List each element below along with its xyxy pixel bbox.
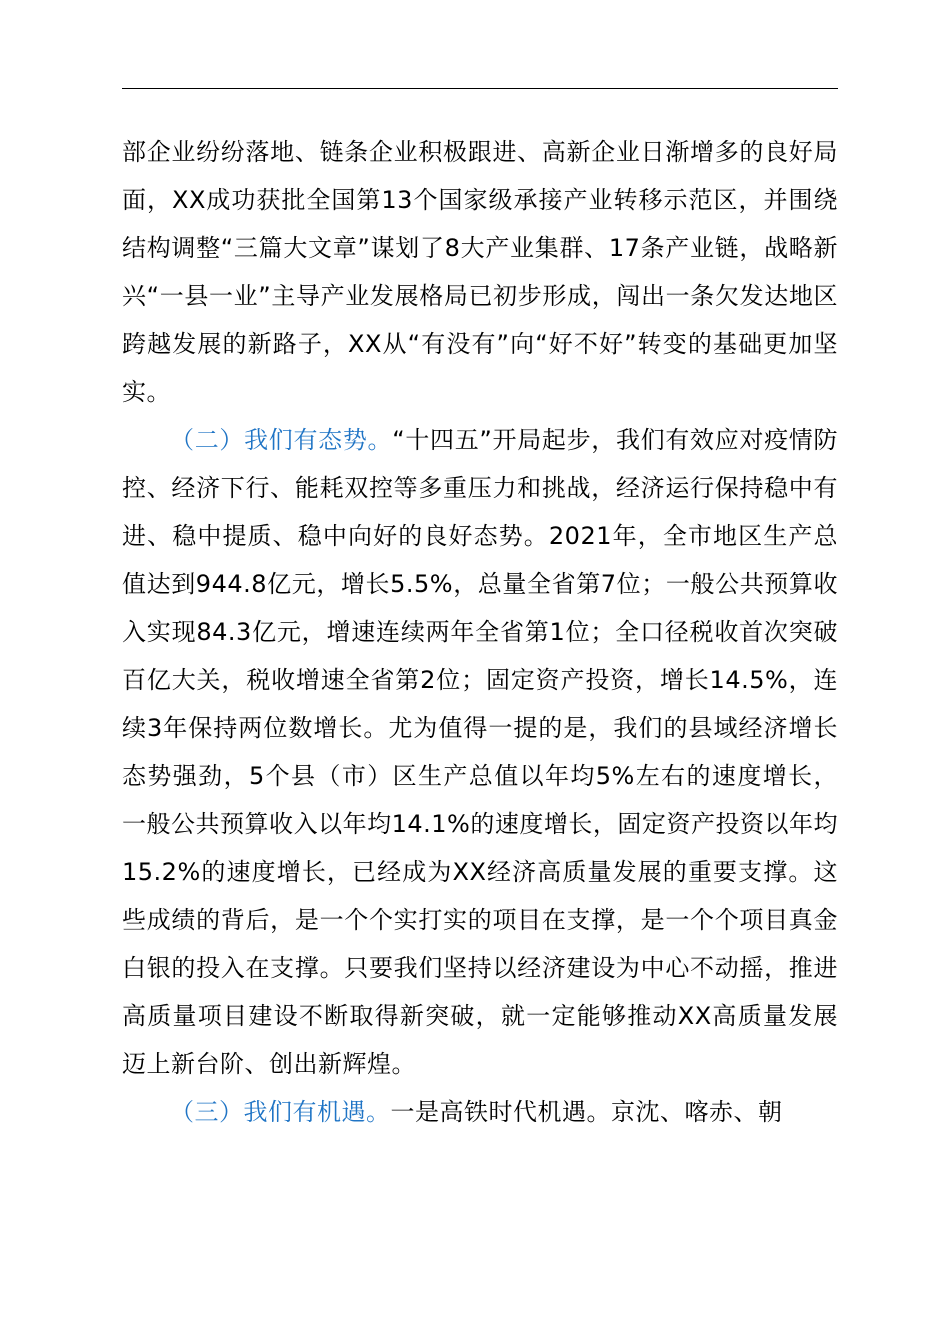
paragraph-text: 部企业纷纷落地、链条企业积极跟进、高新企业日渐增多的良好局面，XX成功获批全国第13个国家级承接产业转移示范区，并围绕结构调整“三篇大文章”谋划了8大产业集群、17条产业链，战略新兴“一县一业”主导产业发展格局已初步形成，闯出一条欠发达地区跨越发展的新路子，XX从“有没有”向“好不好”转变的基础更加坚实。 <box>122 138 838 406</box>
paragraph-text: “十四五”开局起步，我们有效应对疫情防控、经济下行、能耗双控等多重压力和挑战，经济运行保持稳中有进、稳中提质、稳中向好的良好态势。2021年，全市地区生产总值达到944.8亿元，增长5.5%，总量全省第7位；一般公共预算收入实现84.3亿元，增速连续两年全省第1位；全口径税收首次突破百亿大关，税收增速全省第2位；固定资产投资，增长14.5%，连续3年保持两位数增长。尤为值得一提的是，我们的县域经济增长态势强劲，5个县（市）区生产总值以年均5%左右的速度增长，一般公共预算收入以年均14.1%的速度增长，固定资产投资以年均15.2%的速度增长，已经成为XX经济高质量发展的重要支撑。这些成绩的背后，是一个个实打实的项目在支撑，是一个个项目真金白银的投入在支撑。只要我们坚持以经济建设为中心不动摇，推进高质量项目建设不断取得新突破，就一定能够推动XX高质量发展迈上新台阶、创出新辉煌。 <box>122 426 839 1078</box>
header-rule <box>122 88 838 89</box>
document-body <box>122 128 838 1136</box>
section-heading: （二）我们有态势。 <box>170 426 393 454</box>
paragraph-continuation <box>122 128 838 416</box>
section-heading: （三）我们有机遇。 <box>170 1098 391 1126</box>
paragraph-momentum <box>122 416 838 1088</box>
paragraph-opportunity <box>122 1088 838 1136</box>
paragraph-text: 一是高铁时代机遇。京沈、喀赤、朝 <box>390 1098 783 1126</box>
